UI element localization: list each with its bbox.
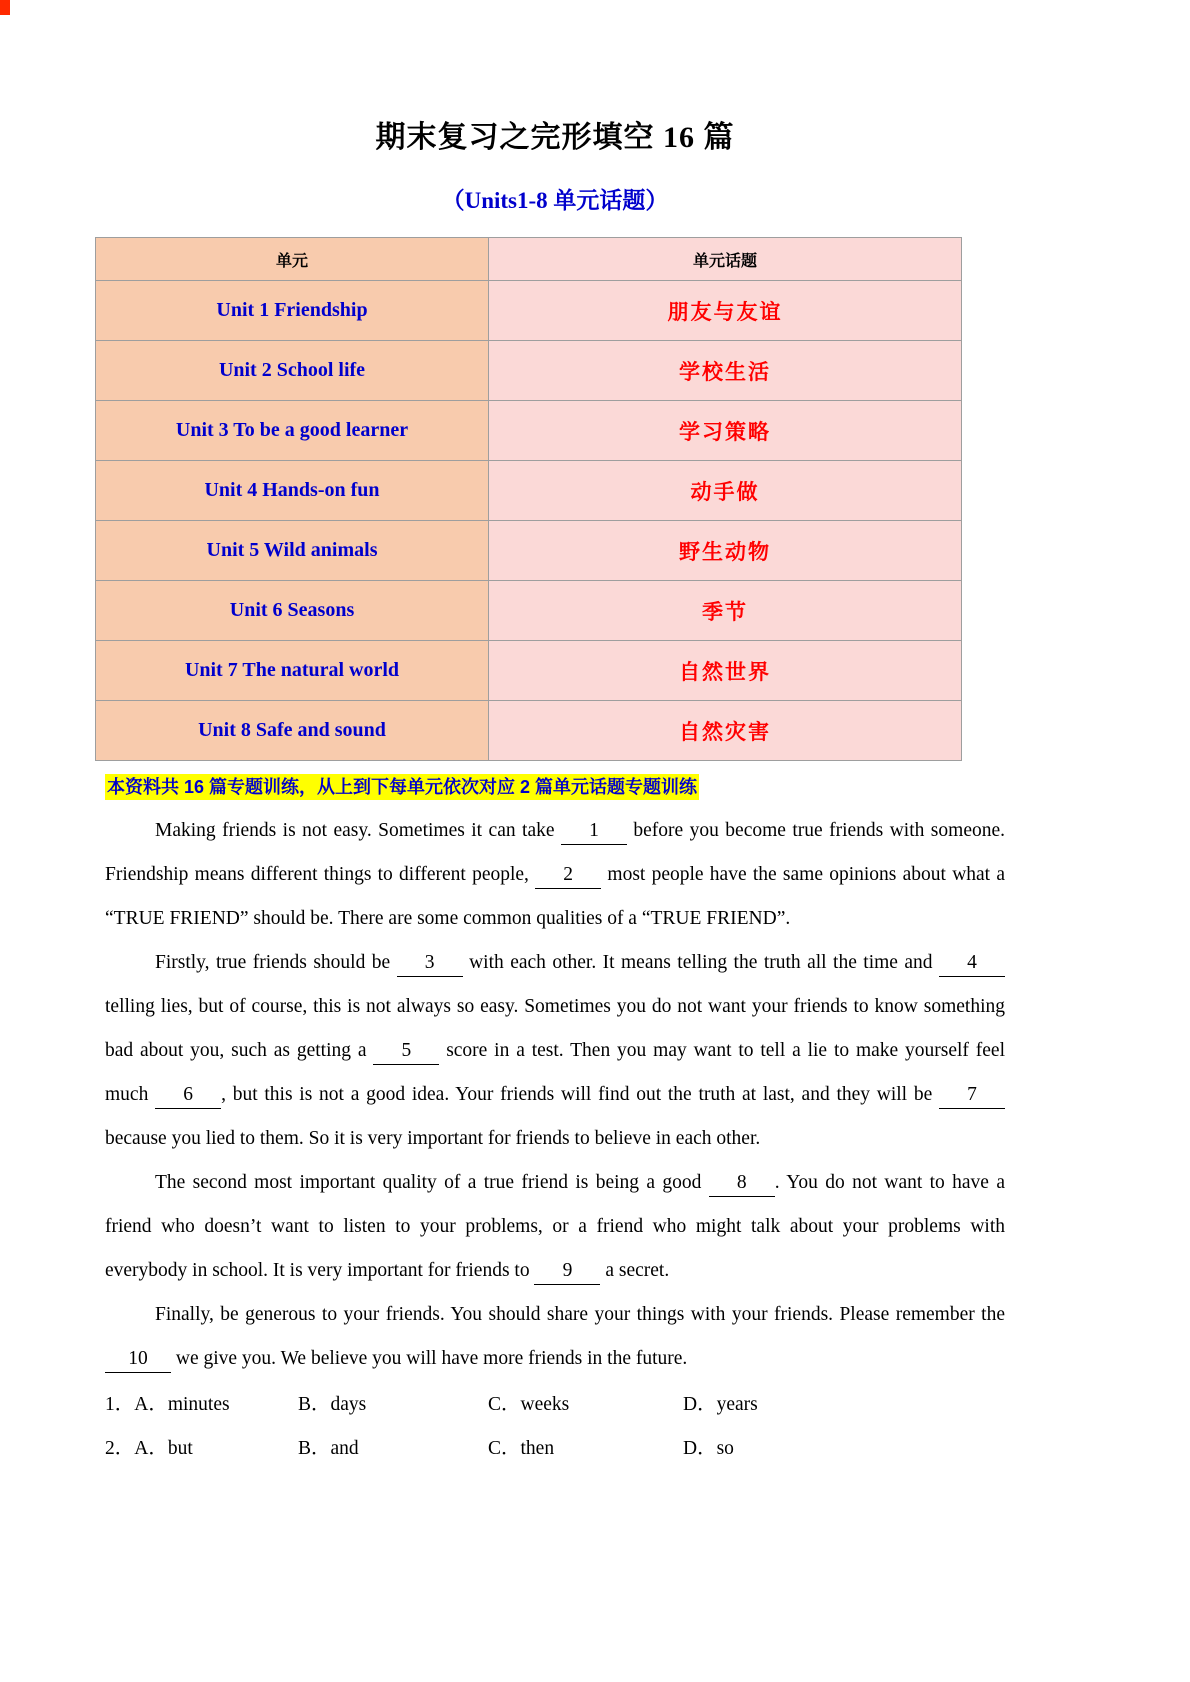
unit-topic-table	[95, 237, 962, 761]
cloze-blank-7: 7	[939, 1082, 1005, 1109]
table-row	[96, 461, 962, 521]
passage-text: we give you. We believe you will have more friends in the future.	[171, 1348, 688, 1369]
option-d: D．years	[683, 1394, 758, 1415]
table-row	[96, 701, 962, 761]
passage-text: . You do not want to have a friend who doesn’t want to listen to your problems, or a friend who might talk about your problems with everybody in school. It is very important for friends to	[105, 1172, 1005, 1281]
table-row	[96, 641, 962, 701]
unit-cell: Unit 4 Hands-on fun	[96, 461, 489, 521]
cloze-blank-5: 5	[373, 1038, 439, 1065]
option-b: B．and	[298, 1438, 359, 1459]
cloze-blank-4: 4	[939, 950, 1005, 977]
table-row	[96, 521, 962, 581]
cloze-passage	[105, 809, 1005, 1381]
passage-text: score in a test. Then you may want to tell a lie to make yourself feel much	[105, 1040, 1005, 1105]
unit-cell: Unit 8 Safe and sound	[96, 701, 489, 761]
question-list	[105, 1383, 1005, 1471]
passage-text: , but this is not a good idea. Your friends will find out the truth at last, and they will be	[221, 1084, 939, 1105]
page-title: 期末复习之完形填空 16 篇	[375, 121, 735, 154]
question-number: 2．	[105, 1438, 135, 1459]
unit-cell: Unit 6 Seasons	[96, 581, 489, 641]
table-row	[96, 401, 962, 461]
table-row	[96, 581, 962, 641]
topic-cell: 动手做	[489, 461, 962, 521]
question-row-1	[105, 1383, 1005, 1427]
topic-cell: 野生动物	[489, 521, 962, 581]
topic-cell: 自然灾害	[489, 701, 962, 761]
passage-paragraph-1	[105, 809, 1005, 941]
question-number-and-option-a	[105, 1383, 298, 1427]
note-line	[105, 774, 1005, 802]
table-header-row	[96, 238, 962, 281]
option-d: D．so	[683, 1438, 734, 1459]
passage-text: Finally, be generous to your friends. You should share your things with your friends. Please remember the	[155, 1304, 1005, 1325]
cloze-blank-8: 8	[709, 1170, 775, 1197]
topic-cell: 自然世界	[489, 641, 962, 701]
unit-cell: Unit 7 The natural world	[96, 641, 489, 701]
passage-text: Firstly, true friends should be	[155, 952, 397, 973]
unit-cell: Unit 5 Wild animals	[96, 521, 489, 581]
passage-text: Making friends is not easy. Sometimes it can take	[155, 820, 561, 841]
page-subtitle: （Units1-8 单元话题）	[441, 188, 669, 213]
document-content	[105, 0, 1005, 1471]
passage-paragraph-3	[105, 1161, 1005, 1293]
cloze-blank-1: 1	[561, 818, 627, 845]
cloze-blank-6: 6	[155, 1082, 221, 1109]
table-row	[96, 281, 962, 341]
passage-text: telling lies, but of course, this is not always so easy. Sometimes you do not want your friends to know something bad about you, such as getting a	[105, 996, 1005, 1061]
passage-text: most people have the same opinions about what a “TRUE FRIEND” should be. There are some common qualities of a “TRUE FRIEND”.	[105, 864, 1005, 929]
passage-text: with each other. It means telling the truth all the time and	[462, 952, 939, 973]
cloze-blank-9: 9	[534, 1258, 600, 1285]
topic-cell: 季节	[489, 581, 962, 641]
table-header-unit: 单元	[96, 238, 489, 281]
cloze-blank-2: 2	[535, 862, 601, 889]
option-b: B．days	[298, 1394, 367, 1415]
unit-cell: Unit 1 Friendship	[96, 281, 489, 341]
cloze-blank-3: 3	[397, 950, 463, 977]
option-c: C．weeks	[488, 1394, 570, 1415]
passage-text: a secret.	[600, 1260, 670, 1281]
passage-text: before you become true friends with someone. Friendship means different things to different people,	[105, 820, 1005, 885]
passage-paragraph-2	[105, 941, 1005, 1161]
passage-paragraph-4	[105, 1293, 1005, 1381]
topic-cell: 学校生活	[489, 341, 962, 401]
option-c: C．then	[488, 1438, 555, 1459]
question-number: 1．	[105, 1394, 135, 1415]
table-row	[96, 341, 962, 401]
question-row-2	[105, 1427, 1005, 1471]
corner-mark	[0, 0, 10, 15]
option-a: A．but	[134, 1438, 193, 1459]
unit-cell: Unit 3 To be a good learner	[96, 401, 489, 461]
cloze-blank-10: 10	[105, 1346, 171, 1373]
note-highlight: 本资料共 16 篇专题训练，从上到下每单元依次对应 2 篇单元话题专题训练	[105, 774, 699, 800]
topic-cell: 学习策略	[489, 401, 962, 461]
option-a: A．minutes	[134, 1394, 230, 1415]
unit-cell: Unit 2 School life	[96, 341, 489, 401]
topic-cell: 朋友与友谊	[489, 281, 962, 341]
table-header-topic: 单元话题	[489, 238, 962, 281]
question-number-and-option-a	[105, 1427, 298, 1471]
passage-text: The second most important quality of a true friend is being a good	[155, 1172, 709, 1193]
passage-text: because you lied to them. So it is very important for friends to believe in each other.	[105, 1128, 761, 1149]
